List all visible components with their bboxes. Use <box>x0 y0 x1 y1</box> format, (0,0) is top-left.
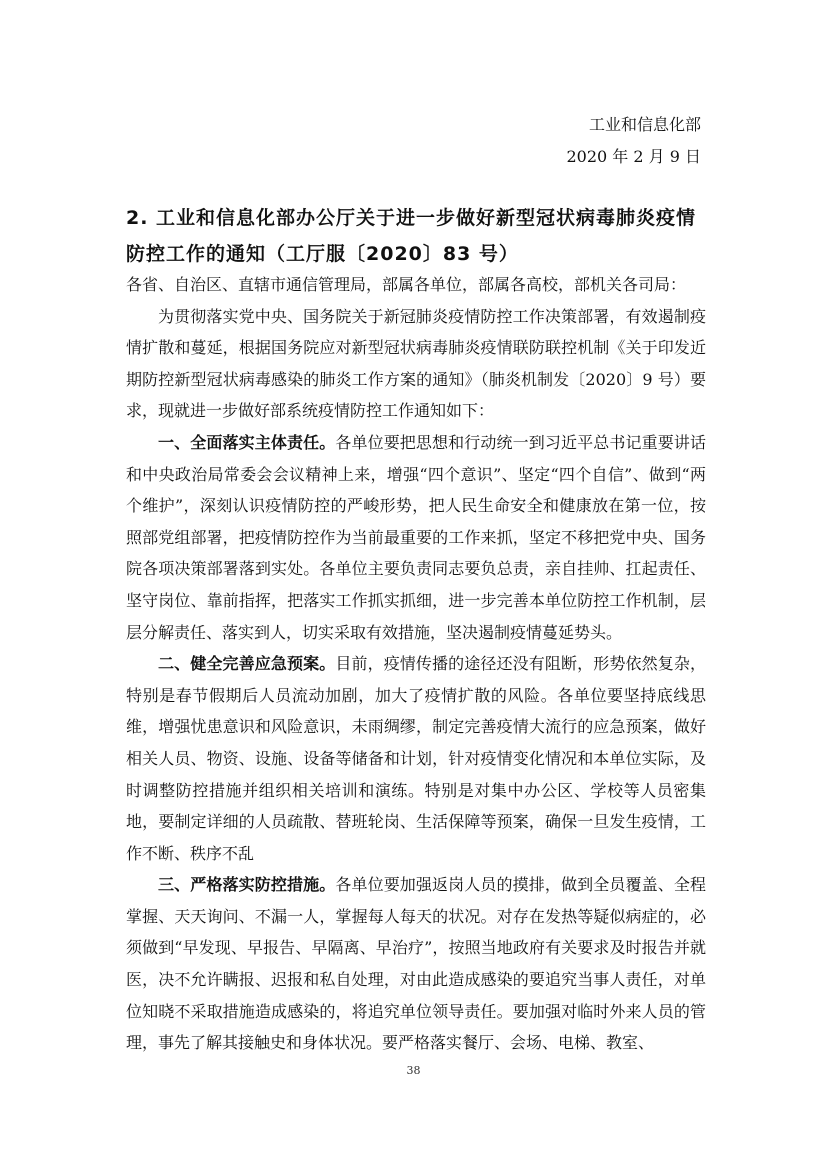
section-paragraph-1 <box>126 427 706 648</box>
notice-title: 2. 工业和信息化部办公厅关于进一步做好新型冠状病毒肺炎疫情防控工作的通知（工厅服〔2020〕83 号） <box>126 207 697 265</box>
section-paragraph-2 <box>126 648 706 869</box>
signature-organization: 工业和信息化部 <box>588 115 701 134</box>
section-heading-1: 一、全面落实主体责任。 <box>158 432 336 452</box>
section-text-2: 目前，疫情传播的途径还没有阻断，形势依然复杂，特别是春节假期后人员流动加剧，加大了疫情扩散的风险。各单位要坚持底线思维，增强忧患意识和风险意识，未雨绸缪，制定完善疫情大流行的应急预案，做好相关人员、物资、设施、设备等储备和计划，针对疫情变化情况和本单位实际，及时调整防控措施并组织相关培训和演练。特别是对集中办公区、学校等人员密集地，要制定详细的人员疏散、替班轮岗、生活保障等预案，确保一旦发生疫情，工作不断、秩序不乱 <box>126 654 706 863</box>
section-heading-3: 三、严格落实防控措施。 <box>158 875 336 895</box>
intro-paragraph: 为贯彻落实党中央、国务院关于新冠肺炎疫情防控工作决策部署，有效遏制疫情扩散和蔓延，根据国务院应对新型冠状病毒肺炎疫情联防联控机制《关于印发近期防控新型冠状病毒感染的肺炎工作方案的通知》（肺炎机制发〔2020〕9 号）要求，现就进一步做好部系统疫情防控工作通知如下： <box>126 306 706 421</box>
page-number: 38 <box>406 1064 421 1077</box>
section-text-1: 各单位要把思想和行动统一到习近平总书记重要讲话和中央政治局常委会会议精神上来，增强“四个意识”、坚定“四个自信”、做到“两个维护”，深刻认识疫情防控的严峻形势，把人民生命安全和健康放在第一位，按照部党组部署，把疫情防控作为当前最重要的工作来抓，坚定不移把党中央、国务院各项决策部署落到实处。各单位主要负责同志要负总责，亲自挂帅、扛起责任、坚守岗位、靠前指挥，把落实工作抓实抓细，进一步完善本单位防控工作机制，层层分解责任、落实到人，切实采取有效措施，坚决遏制疫情蔓延势头。 <box>126 432 706 642</box>
recipients-line: 各省、自治区、直辖市通信管理局，部属各单位，部属各高校，部机关各司局： <box>126 275 687 294</box>
signature-date: 2020 年 2 月 9 日 <box>566 147 701 166</box>
notice-body <box>126 269 706 1059</box>
section-text-3: 各单位要加强返岗人员的摸排，做到全员覆盖、全程掌握、天天询问、不漏一人，掌握每人每天的状况。对存在发热等疑似病症的，必须做到“早发现、早报告、早隔离、早治疗”，按照当地政府有关要求及时报告并就医，决不允许瞒报、迟报和私自处理，对由此造成感染的要追究当事人责任，对单位知晓不采取措施造成感染的，将追究单位领导责任。要加强对临时外来人员的管理，事先了解其接触史和身体状况。要严格落实餐厅、会场、电梯、教室、 <box>126 875 706 1053</box>
section-paragraph-3 <box>126 869 706 1059</box>
section-heading-2: 二、健全完善应急预案。 <box>158 654 336 674</box>
